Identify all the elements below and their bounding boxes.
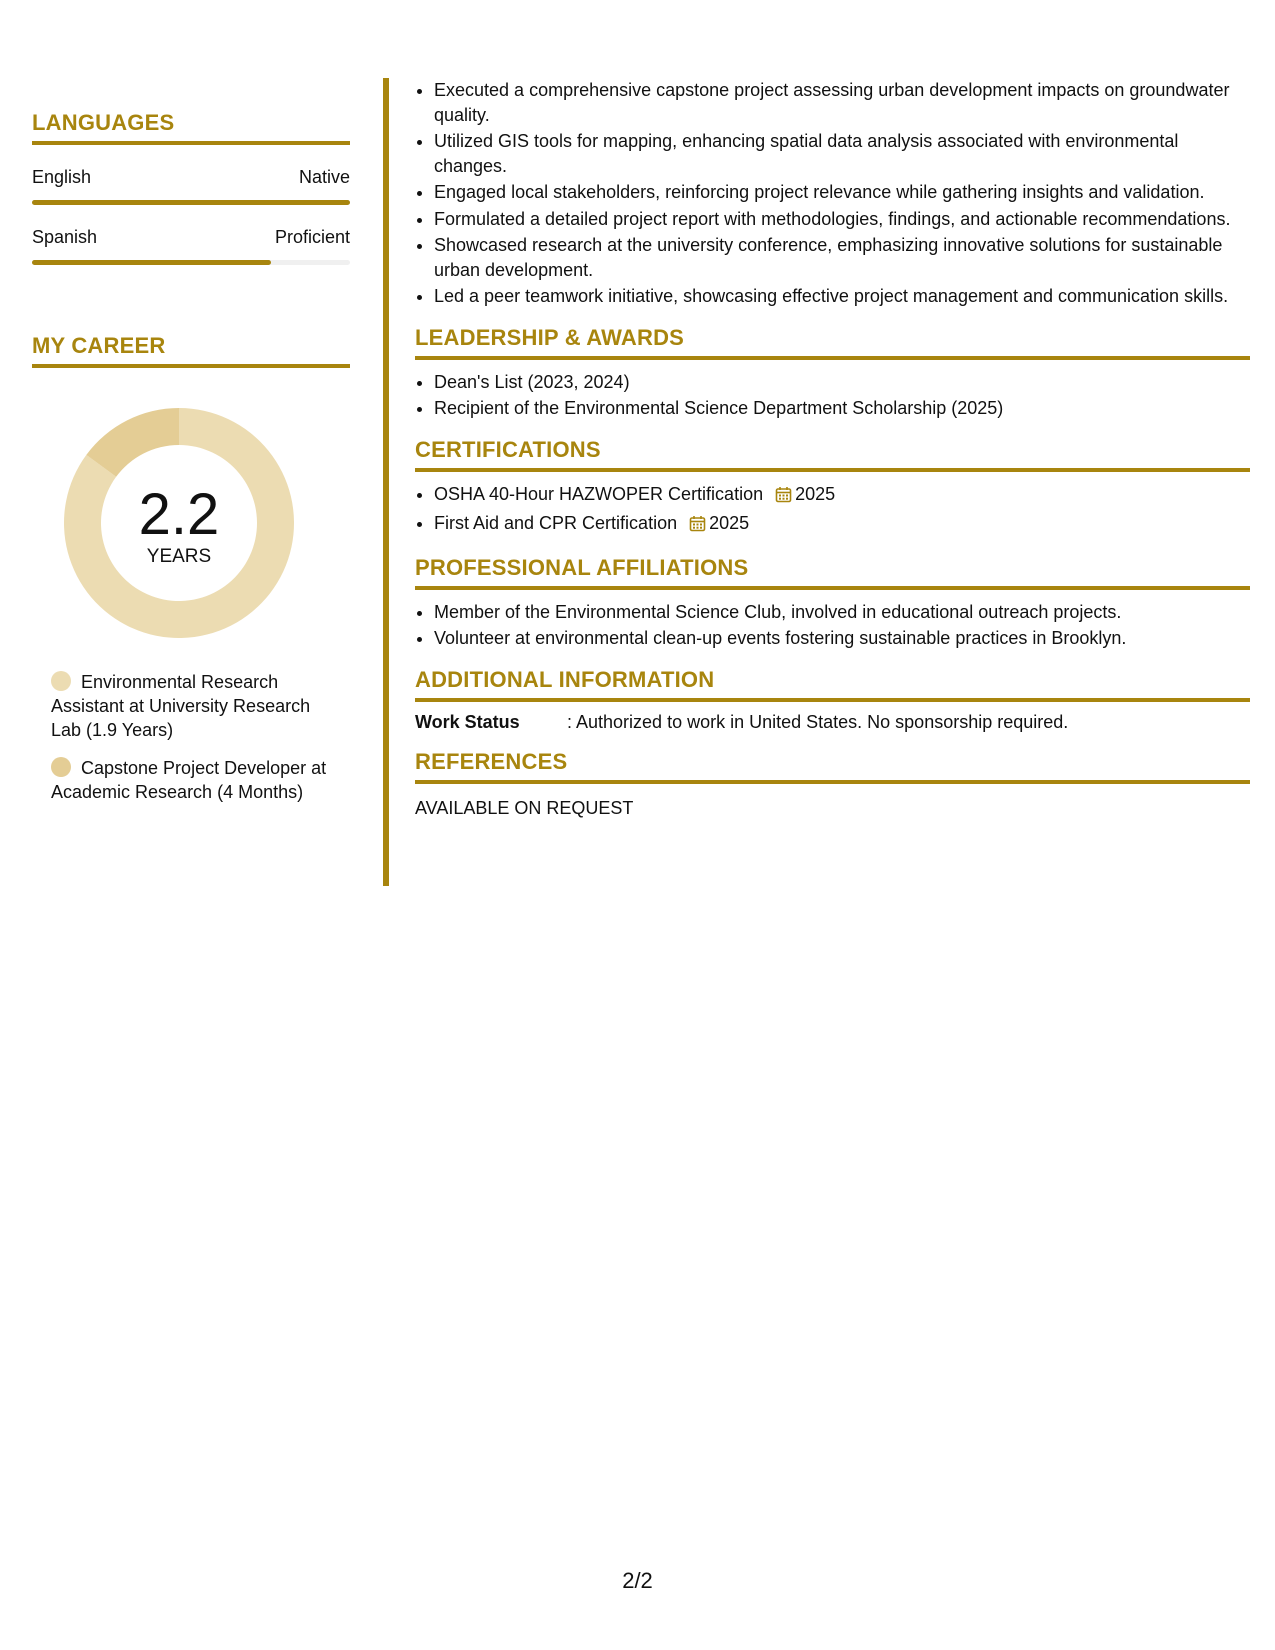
language-level: Native xyxy=(298,167,350,187)
calendar-icon xyxy=(689,514,706,539)
list-item: • Member of the Environmental Science Club, involved in educational outreach projects. xyxy=(434,600,1250,625)
language-name: Spanish xyxy=(32,227,98,247)
list-item: • Volunteer at environmental clean-up events fostering sustainable practices in Brooklyn. xyxy=(434,626,1250,651)
page-number: 2/2 xyxy=(622,1568,653,1593)
work-status-row xyxy=(415,712,1250,733)
references-title: REFERENCES xyxy=(415,749,1250,784)
language-row xyxy=(32,227,350,248)
list-item: • Showcased research at the university conference, emphasizing innovative solutions for sustainable urban development. xyxy=(434,233,1250,282)
career-total-years: 2.2 xyxy=(138,482,220,547)
additional-info-title: ADDITIONAL INFORMATION xyxy=(415,667,1250,702)
list-item: • Led a peer teamwork initiative, showcasing effective project management and communication skills. xyxy=(434,284,1250,309)
list-item: • Formulated a detailed project report with methodologies, findings, and actionable recommendations. xyxy=(434,207,1250,232)
language-row xyxy=(32,167,350,188)
left-column xyxy=(32,110,350,818)
leadership-section xyxy=(415,325,1250,421)
certification-name: OSHA 40-Hour HAZWOPER Certification xyxy=(434,483,764,504)
affiliations-section xyxy=(415,555,1250,651)
list-item: • Utilized GIS tools for mapping, enhancing spatial data analysis associated with environmental changes. xyxy=(434,129,1250,178)
career-legend xyxy=(51,670,331,804)
language-level: Proficient xyxy=(274,227,350,247)
project-bullets xyxy=(415,78,1250,309)
career-donut-chart xyxy=(64,408,294,638)
languages-title: LANGUAGES xyxy=(32,110,350,145)
right-column xyxy=(415,78,1250,819)
leadership-title: LEADERSHIP & AWARDS xyxy=(415,325,1250,360)
list-item: • Engaged local stakeholders, reinforcing project relevance while gathering insights and validation. xyxy=(434,180,1250,205)
list-item xyxy=(434,511,1250,539)
language-item xyxy=(32,167,350,205)
language-proficiency-bar xyxy=(32,260,350,265)
list-item: • Recipient of the Environmental Science Department Scholarship (2025) xyxy=(434,396,1250,421)
certifications-title: CERTIFICATIONS xyxy=(415,437,1250,472)
legend-dot xyxy=(51,671,71,691)
language-proficiency-bar xyxy=(32,200,350,205)
references-text: AVAILABLE ON REQUEST xyxy=(415,797,634,818)
references-section xyxy=(415,749,1250,819)
legend-label: Capstone Project Developer at Academic Research (4 Months) xyxy=(51,758,327,802)
calendar-icon xyxy=(775,485,792,510)
work-status-value: : Authorized to work in United States. No sponsorship required. xyxy=(567,711,1069,732)
list-item xyxy=(434,482,1250,510)
additional-info-section xyxy=(415,667,1250,733)
list-item: • Executed a comprehensive capstone project assessing urban development impacts on groundwater quality. xyxy=(434,78,1250,127)
legend-item xyxy=(51,756,331,804)
language-proficiency-fill xyxy=(32,200,350,205)
work-status-label: Work Status xyxy=(415,711,520,732)
column-divider xyxy=(383,78,389,886)
legend-dot xyxy=(51,757,71,777)
legend-label: Environmental Research Assistant at University Research Lab (1.9 Years) xyxy=(51,672,311,740)
language-name: English xyxy=(32,167,92,187)
affiliations-title: PROFESSIONAL AFFILIATIONS xyxy=(415,555,1250,590)
leadership-list xyxy=(415,370,1250,421)
language-proficiency-fill xyxy=(32,260,271,265)
career-title: MY CAREER xyxy=(32,333,350,368)
language-item xyxy=(32,227,350,265)
certifications-list xyxy=(415,482,1250,539)
list-item: • Dean's List (2023, 2024) xyxy=(434,370,1250,395)
donut-center xyxy=(64,408,294,638)
certifications-section xyxy=(415,437,1250,539)
affiliations-list xyxy=(415,600,1250,651)
certification-year: 2025 xyxy=(795,483,836,504)
career-section xyxy=(32,333,350,804)
legend-item xyxy=(51,670,331,742)
career-total-unit: YEARS xyxy=(146,546,212,567)
certification-name: First Aid and CPR Certification xyxy=(434,513,678,533)
certification-year: 2025 xyxy=(709,513,750,533)
